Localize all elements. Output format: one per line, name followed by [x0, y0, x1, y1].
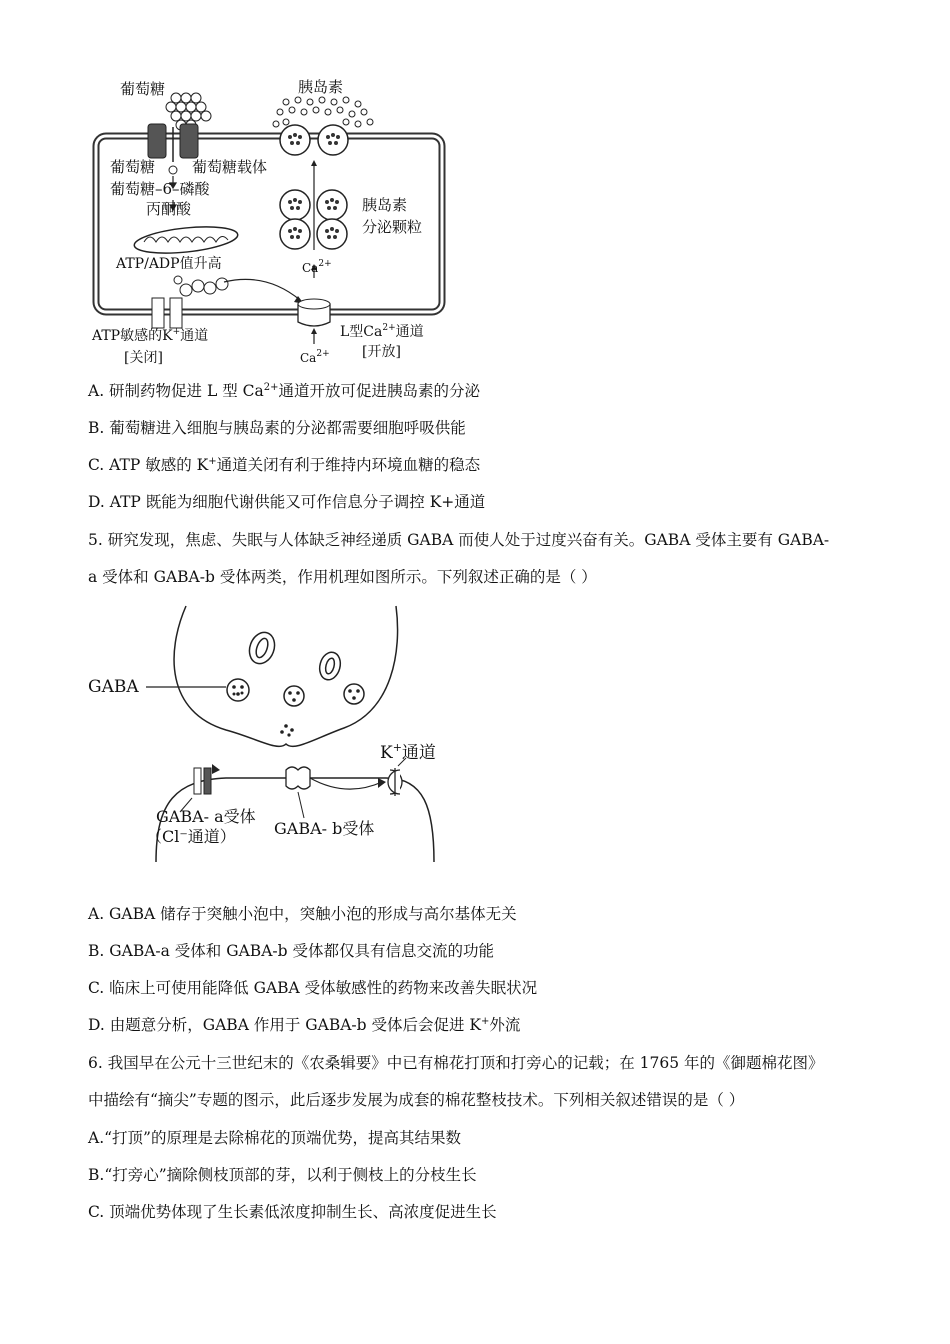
figure-gaba-synapse — [86, 602, 466, 872]
q4-option-a: A. 研制药物促进 L 型 $Ca^{2+}$通道开放可促进胰岛素的分泌 — [88, 381, 480, 400]
atp-sensitive-k-channel-icon — [152, 276, 304, 328]
q4-option-b: B. 葡萄糖进入细胞与胰岛素的分泌都需要细胞呼吸供能 — [88, 419, 466, 437]
figure-insulin-secretion — [86, 72, 456, 372]
l-type-ca-channel-icon — [298, 264, 330, 344]
label-cl-channel: （Cl⁻通道） — [146, 827, 236, 846]
q6-option-a: A.“打顶”的原理是去除棉花的顶端优势，提高其结果数 — [88, 1129, 461, 1147]
label-pyruvate: 丙酮酸 — [146, 200, 192, 218]
secreted-insulin-icon — [273, 97, 373, 127]
label-gaba-a-receptor: GABA- a受体 — [156, 807, 256, 826]
glucose-carrier-icon — [148, 124, 198, 174]
q6-stem-line-1: 6. 我国早在公元十三世纪末的《农桑辑要》中已有棉花打顶和打旁心的记载；在 1765 年的《御题棉花图》 — [88, 1054, 824, 1072]
q6-option-b: B.“打旁心”摘除侧枝顶部的芽，以利于侧枝上的分枝生长 — [88, 1166, 477, 1184]
synaptic-vesicles — [227, 629, 364, 706]
label-insulin: 胰岛素 — [298, 78, 344, 96]
label-gaba-b-receptor: GABA- b受体 — [274, 819, 375, 838]
label-g6p: 葡萄糖–6–磷酸 — [110, 180, 210, 198]
q5-option-b: B. GABA-a 受体和 GABA-b 受体都仅具有信息交流的功能 — [88, 942, 494, 960]
gaba-b-receptor-icon — [286, 767, 386, 818]
label-k-channel: K+通道 — [380, 741, 436, 763]
label-ca-inside: $Ca^{2+}$ — [302, 259, 332, 275]
q4-option-c: C. ATP 敏感的 K+通道关闭有利于维持内环境血糖的稳态 — [88, 455, 481, 474]
mitochondrion-icon — [133, 223, 239, 258]
label-granules-1: 胰岛素 — [362, 196, 408, 214]
label-glucose-outside: 葡萄糖 — [120, 80, 166, 98]
k-channel-icon — [388, 758, 406, 796]
q5-option-c: C. 临床上可使用能降低 GABA 受体敏感性的药物来改善失眠状况 — [88, 979, 538, 997]
label-ca-outside: $Ca^{2+}$ — [300, 349, 330, 365]
label-granules-2: 分泌颗粒 — [362, 218, 423, 236]
label-l-channel: L型$Ca^{2+}$通道 — [340, 323, 424, 340]
q5-stem-line-2: a 受体和 GABA-b 受体两类，作用机理如图所示。下列叙述正确的是（ ） — [88, 568, 597, 586]
q6-stem-line-2: 中描绘有“摘尖”专题的图示，此后逐步发展为成套的棉花整枝技术。下列相关叙述错误的是（ ） — [88, 1091, 745, 1109]
label-glucose-carrier: 葡萄糖载体 — [192, 158, 268, 176]
label-l-state: [开放] — [362, 344, 401, 360]
q4-option-d: D. ATP 既能为细胞代谢供能又可作信息分子调控 K+通道 — [88, 493, 486, 511]
label-k-channel: ATP敏感的K+通道 — [92, 327, 209, 344]
label-glucose-inside: 葡萄糖 — [110, 158, 156, 176]
label-gaba: GABA — [88, 677, 139, 697]
q5-option-d: D. 由题意分析，GABA 作用于 GABA-b 受体后会促进 K+外流 — [88, 1015, 521, 1034]
label-atp-adp: ATP/ADP值升高 — [116, 256, 222, 272]
label-k-state: [关闭] — [124, 350, 163, 366]
q6-option-c: C. 顶端优势体现了生长素低浓度抑制生长、高浓度促进生长 — [88, 1203, 497, 1221]
q5-option-a: A. GABA 储存于突触小泡中，突触小泡的形成与高尔基体无关 — [88, 905, 517, 923]
q5-stem-line-1: 5. 研究发现，焦虑、失眠与人体缺乏神经递质 GABA 而使人处于过度兴奋有关。GABA 受体主要有 GABA- — [88, 531, 830, 549]
